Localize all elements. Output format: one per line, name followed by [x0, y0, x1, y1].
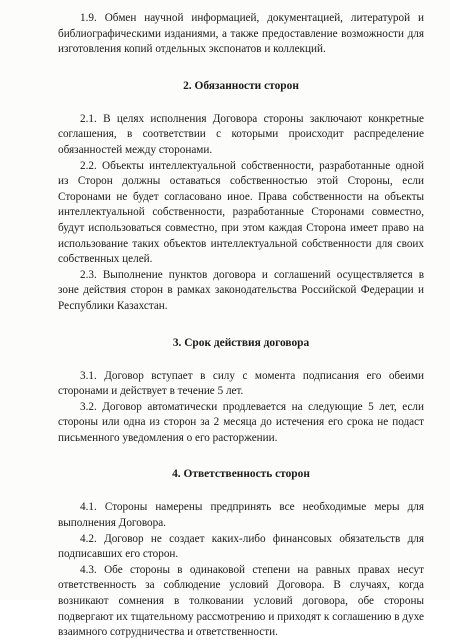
section-heading-term: 3. Срок действия договора — [172, 336, 310, 349]
paragraph-2-1: 2.1. В целях исполнения Договора стороны заключают конкретные соглашения, в соответствии с которыми происходит распределение обязанностей между сторонами. — [58, 112, 424, 156]
paragraph-4-2: 4.2. Договор не создает каких-либо финансовых обязательств для подписавших его сторон. — [58, 532, 424, 561]
section-heading-responsibility: 4. Ответственность сторон — [172, 468, 310, 481]
paragraph-4-3: 4.3. Обе стороны в одинаковой степени на равных правах несут ответственность за соблюдение условий Договора. В случаях, когда возникают сомнения в толковании условий договора, обе стороны подвергают их тщательному рассмотрению и приходят к соглашению в духе взаимного сотрудничества и ответственности. — [58, 563, 424, 639]
paragraph-3-1: 3.1. Договор вступает в силу с момента подписания его обеими сторонами и действует в течение 5 лет. — [58, 369, 424, 398]
paragraph-3-2: 3.2. Договор автоматически продлевается на следующие 5 лет, если стороны или одна из сторон за 2 месяца до истечения его срока не подаст письменного уведомления о его расторжении. — [58, 400, 424, 444]
paragraph-4-1: 4.1. Стороны намерены предпринять все необходимые меры для выполнения Договора. — [58, 501, 424, 530]
paragraph-2-2: 2.2. Объекты интеллектуальной собственности, разработанные одной из Сторон должны оставаться собственностью этой Стороны, если Сторонами не будет согласовано иное. Права собственности на объекты интеллектуальной собственности, разработанные Сторонами совместно, будут использоваться совместно, при этом каждая Сторона имеет право на использование таких объектов интеллектуальной собственности для своих собственных целей. — [58, 159, 424, 266]
paragraph-1-9: 1.9. Обмен научной информацией, документацией, литературой и библиографическими изданиями, а также предоставление возможности для изготовления копий отдельных экспонатов и коллекций. — [58, 12, 424, 56]
paragraph-2-3: 2.3. Выполнение пунктов договора и соглашений осуществляется в зоне действия сторон в рамках законодательства Российской Федерации и Республики Казахстан. — [58, 268, 424, 312]
section-heading-obligations: 2. Обязанности сторон — [183, 79, 299, 92]
